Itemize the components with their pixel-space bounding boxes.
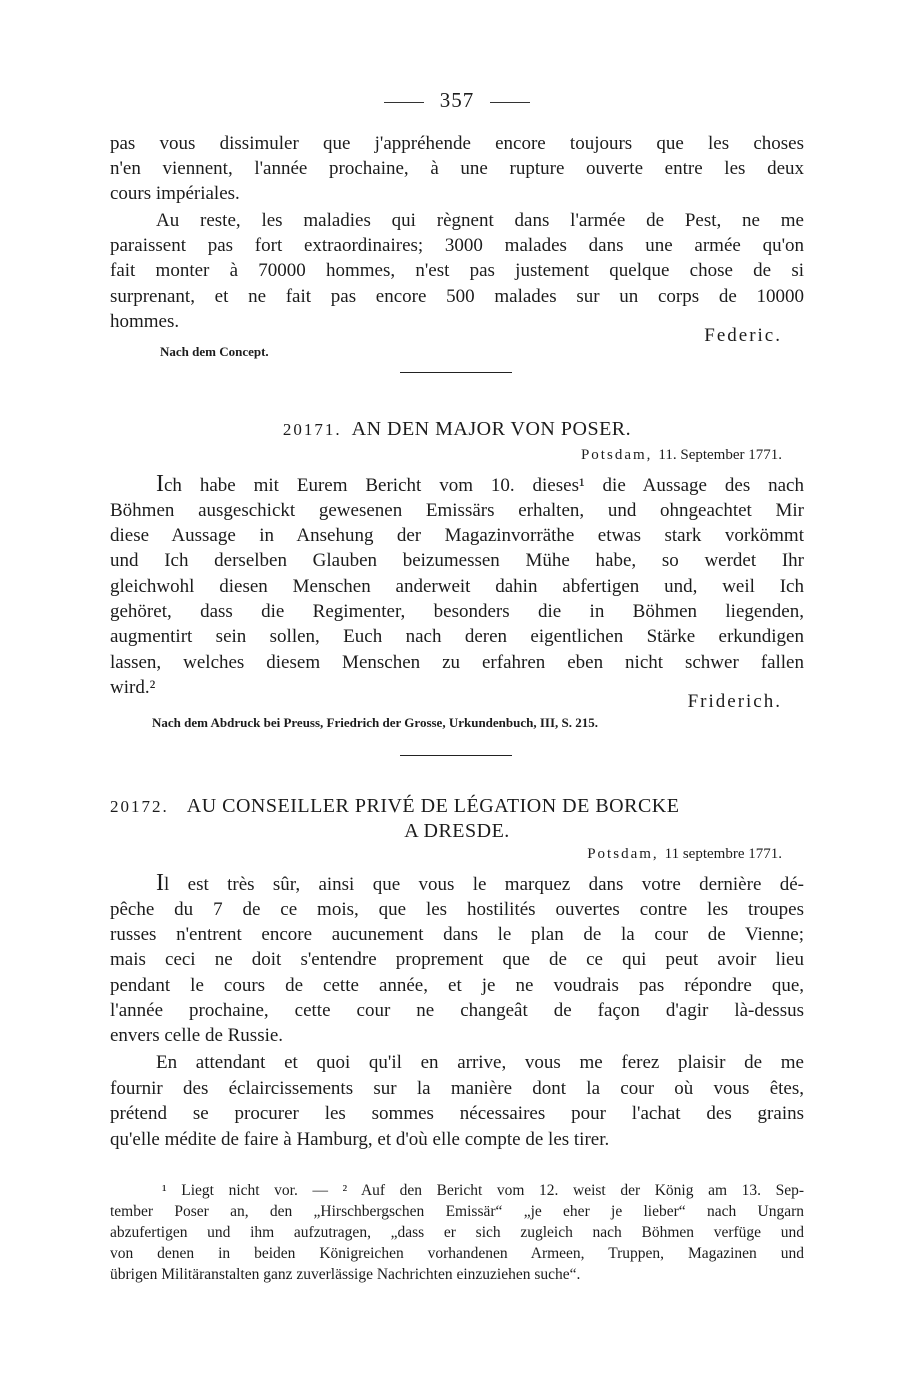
letter-number: 20171.: [282, 420, 342, 439]
initial-letter: I: [156, 471, 164, 497]
text-line: augmentirt sein sollen, Euch nach deren eigentlichen Stärke erkundigen: [110, 626, 804, 647]
text-line: surprenant, et ne fait pas encore 500 malades sur un corps de 10000: [110, 286, 804, 307]
text-line: diese Aussage in Ansehung der Magazinvorräthe etwas stark vorkömmt: [110, 525, 804, 546]
letter-recipient: AN DEN MAJOR VON POSER.: [351, 418, 632, 440]
text-line: pêche du 7 de ce mois, que les hostilités ouvertes contre les troupes: [110, 899, 804, 920]
text-line: qu'elle médite de faire à Hamburg, et d'où elle compte de les tirer.: [110, 1129, 610, 1150]
footnote-line: ¹ Liegt nicht vor. — ² Auf den Bericht vom 12. weist der König am 13. Sep-: [162, 1182, 804, 1199]
section-divider: [400, 755, 512, 756]
text-line: prétend se procurer les sommes nécessaires pour l'achat des grains: [110, 1103, 804, 1124]
text-line: und Ich derselben Glauben beizumessen Mühe habe, so werdet Ihr: [110, 550, 804, 571]
text-line: wird.²: [110, 677, 156, 698]
text-line: gleichwohl diesen Menschen anderweit dahin abfertigen und, weil Ich: [110, 576, 804, 597]
place: Potsdam,: [580, 447, 653, 463]
section-divider: [400, 372, 512, 373]
page-header: [110, 88, 804, 116]
footnote-line: übrigen Militäranstalten ganz zuverlässige Nachrichten einzuziehen suche“.: [110, 1266, 581, 1283]
place: Potsdam,: [587, 846, 659, 862]
text-line: russes n'entrent encore aucunement dans le plan de la cour de Vienne;: [110, 924, 804, 945]
text-line: mais ceci ne doit s'entendre proprement que de ce qui peut avoir lieu: [110, 949, 804, 970]
text-line: Au reste, les maladies qui règnent dans l'armée de Pest, ne me: [156, 210, 804, 231]
page-number: 357: [439, 88, 475, 112]
source-note: Nach dem Concept.: [160, 344, 269, 359]
date: 11. September 1771.: [658, 447, 782, 463]
letter-title-line-2: A DRESDE.: [404, 820, 510, 842]
text-line: gehöret, dass die Regimenter, besonders die in Böhmen liegenden,: [110, 601, 804, 622]
dateline: [581, 447, 782, 464]
text-line: n'en viennent, l'année prochaine, à une rupture ouverte entre les deux: [110, 158, 804, 179]
letter-number: 20172.: [110, 797, 169, 816]
header-rule-left: [384, 102, 424, 103]
text-line: envers celle de Russie.: [110, 1025, 284, 1046]
text-line: Böhmen ausgeschickt gewesenen Emissärs erhalten, und ohngeachtet Mir: [110, 500, 804, 521]
text-line: fait monter à 70000 hommes, n'est pas justement quelque chose de si: [110, 260, 804, 281]
text-line-content: l est très sûr, ainsi que vous le marquez dans votre dernière dé-: [164, 874, 804, 895]
text-line: hommes.: [110, 311, 180, 332]
text-line: l'année prochaine, cette cour ne changeât de façon d'agir là-dessus: [110, 1000, 804, 1021]
footnote-line: tember Poser an, den „Hirschbergschen Emissär“ „je eher je lieber“ nach Ungarn: [110, 1203, 804, 1220]
date: 11 septembre 1771.: [664, 846, 782, 862]
footnote-line: von denen in beiden Königreichen vorhandenen Armeen, Truppen, Magazinen und: [110, 1245, 804, 1262]
source-note: Nach dem Abdruck bei Preuss, Friedrich der Grosse, Urkundenbuch, III, S. 215.: [152, 715, 599, 730]
text-line: [110, 472, 804, 498]
letter-title: [110, 795, 804, 818]
signature: Federic.: [704, 325, 782, 346]
text-line-content: ch habe mit Eurem Bericht vom 10. dieses¹ die Aussage des nach: [164, 475, 804, 496]
text-line: cours impériales.: [110, 183, 240, 204]
dateline: [587, 846, 782, 863]
text-line: lassen, welches diesem Menschen zu erfahren eben nicht schwer fallen: [110, 652, 804, 673]
signature: Friderich.: [687, 691, 782, 712]
text-line: paraissent pas fort extraordinaires; 3000 malades dans une armée qu'on: [110, 235, 804, 256]
letter-recipient: AU CONSEILLER PRIVÉ DE LÉGATION DE BORCKE: [186, 795, 680, 817]
letter-title: [110, 418, 804, 441]
text-line: pendant le cours de cette année, et je ne voudrais pas répondre que,: [110, 975, 804, 996]
text-line: pas vous dissimuler que j'appréhende encore toujours que les choses: [110, 133, 804, 154]
text-line: [110, 871, 804, 897]
header-rule-right: [490, 102, 530, 103]
text-line: fournir des éclaircissements sur la manière dont la cour où vous êtes,: [110, 1078, 804, 1099]
footnote-line: abzufertigen und ihm aufzutragen, „dass er sich zugleich nach Böhmen verfüge und: [110, 1224, 804, 1241]
text-line: En attendant et quoi qu'il en arrive, vous me ferez plaisir de me: [156, 1052, 804, 1073]
initial-letter: I: [156, 870, 164, 896]
